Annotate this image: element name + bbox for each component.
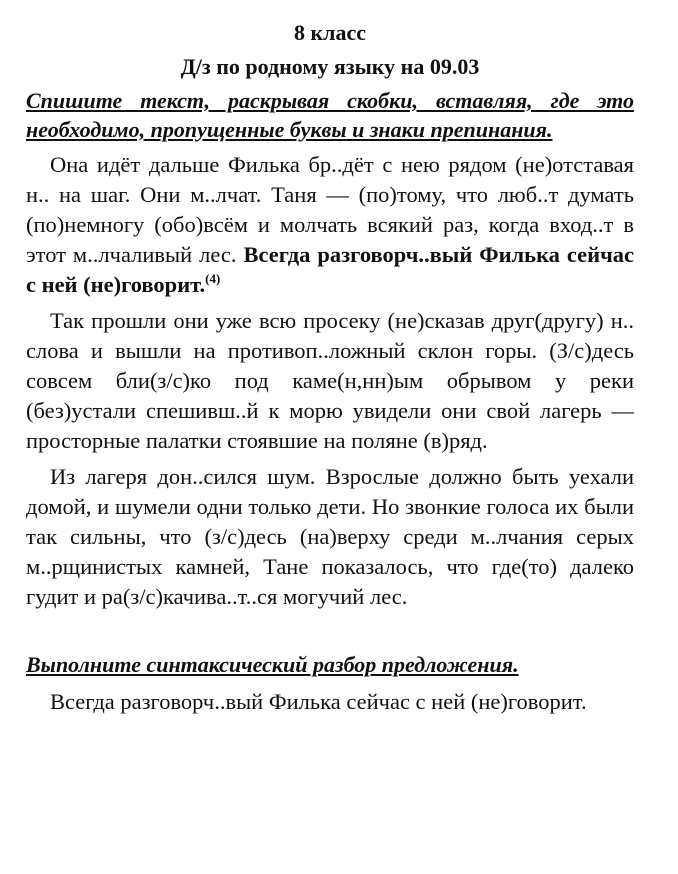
paragraph-1-text: Она идёт дальше Филька бр..дёт с нею рядом (не)отставая н.. на шаг. Они м..лчат. Таня — (по)тому, что люб..т думать (по)немногу (обо)всём и молчать всякий раз, когда вход..т в этот м..лчаливый лес. [26,152,634,267]
task2-instruction: Выполните синтаксический разбор предложения. [26,652,519,677]
paragraph-1 [26,150,634,300]
task2-sentence: Всегда разговорч..вый Филька сейчас с ней (не)говорит. [50,689,587,714]
paragraph-2: Так прошли они уже всю просеку (не)сказав друг(другу) н.. слова и вышли на противоп..ложный склон горы. (З/с)десь совсем бли(з/с)ко под каме(н,нн)ым обрывом у реки (без)устали спешивш..й к морю увидели они свой лагерь — просторные палатки стоявшие на поляне (в)ряд. [26,308,634,453]
parse-mark-4: (4) [205,271,221,286]
grade-heading: 8 класс [293,20,367,45]
paragraph-3: Из лагеря дон..сился шум. Взрослые должно быть уехали домой, и шумели одни только дети. Но звонкие голоса их были так сильны, что (з/с)десь (на)верху среди м..лчания серых м..рщинистых камней, Тане показалось, что где(то) далеко гудит и ра(з/с)качива..т..ся могучий лес. [26,464,634,609]
task1-instruction: Спишите текст, раскрывая скобки, вставляя, где это необходимо, пропущенные буквы и знаки препинания. [26,88,634,142]
homework-title: Д/з по родному языку на 09.03 [180,54,480,79]
paragraph-1-bold-sentence: Всегда разговорч..вый Филька сейчас с ней (не)говорит. [26,242,635,297]
